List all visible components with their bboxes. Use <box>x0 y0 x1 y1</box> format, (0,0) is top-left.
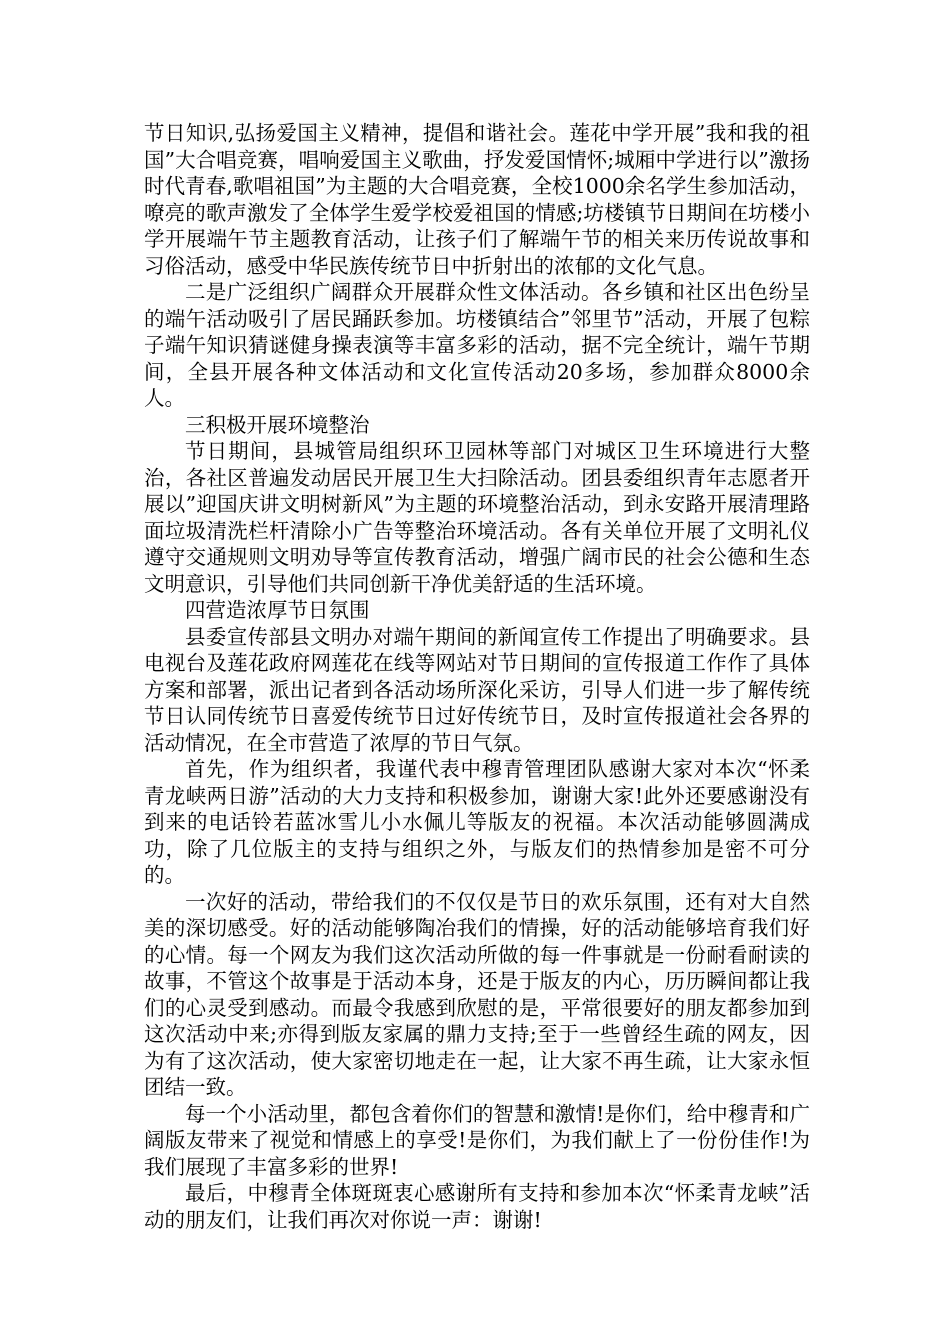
paragraph-closing-thanks: 最后，中穆青全体斑斑衷心感谢所有支持和参加本次“怀柔青龙峡”活动的朋友们，让我们再次对你说一声：谢谢! <box>144 1181 810 1232</box>
paragraph-festival-knowledge: 节日知识,弘扬爱国主义精神，提倡和谐社会。莲花中学开展”我和我的祖国”大合唱竞赛，唱响爱国主义歌曲，抒发爱国情怀;城厢中学进行以”激扬时代青春,歌唱祖国”为主题的大合唱竞赛，全校1000余名学生参加活动，嘹亮的歌声激发了全体学生爱学校爱祖国的情感;坊楼镇节日期间在坊楼小学开展端午节主题教育活动，让孩子们了解端午节的相关来历传说故事和习俗活动，感受中华民族传统节日中折射出的浓郁的文化气息。 <box>144 121 810 278</box>
section-heading-atmosphere: 四营造浓厚节日氛围 <box>185 598 370 622</box>
section-heading-environment: 三积极开展环境整治 <box>185 412 370 437</box>
paragraph-environment: 节日期间，县城管局组织环卫园林等部门对城区卫生环境进行大整治，各社区普遍发动居民开展卫生大扫除活动。团县委组织青年志愿者开展以”迎国庆讲文明树新风”为主题的环境整治活动，到永安路开展清理路面垃圾清洗栏杆清除小广告等整治环境活动。各有关单位开展了文明礼仪遵守交通规则文明劝导等宣传教育活动，增强广阔市民的社会公德和生态文明意识，引导他们共同创新干净优美舒适的生活环境。 <box>144 439 810 596</box>
paragraph-mass-activities: 二是广泛组织广阔群众开展群众性文体活动。各乡镇和社区出色纷呈的端午活动吸引了居民踊跃参加。坊楼镇结合”邻里节”活动，开展了包粽子端午知识猜谜健身操表演等丰富多彩的活动，据不完全统计，端午节期间，全县开展各种文体活动和文化宣传活动20多场，参加群众8000余人。 <box>144 280 810 410</box>
document-page <box>144 120 810 1233</box>
paragraph-thanks-organizer: 首先，作为组织者，我谨代表中穆青管理团队感谢大家对本次“怀柔青龙峡两日游”活动的大力支持和积极参加，谢谢大家!此外还要感谢没有到来的电话铃若蓝冰雪儿小水佩儿等版友的祝福。本次活动能够圆满成功，除了几位版主的支持与组织之外，与版友们的热情参加是密不可分的。 <box>144 757 810 887</box>
paragraph-wisdom-passion: 每一个小活动里，都包含着你们的智慧和激情!是你们，给中穆青和广阔版友带来了视觉和情感上的享受!是你们，为我们献上了一份份佳作!为我们展现了丰富多彩的世界! <box>144 1101 810 1179</box>
paragraph-publicity: 县委宣传部县文明办对端午期间的新闻宣传工作提出了明确要求。县电视台及莲花政府网莲花在线等网站对节日期间的宣传报道工作作了具体方案和部署，派出记者到各活动场所深化采访，引导人们进一步了解传统节日认同传统节日喜爱传统节日过好传统节日，及时宣传报道社会各界的活动情况，在全市营造了浓厚的节日气氛。 <box>144 624 810 755</box>
paragraph-good-activity: 一次好的活动，带给我们的不仅仅是节日的欢乐氛围，还有对大自然美的深切感受。好的活动能够陶冶我们的情操，好的活动能够培育我们好的心情。每一个网友为我们这次活动所做的每一件事就是一份耐看耐读的故事，不管这个故事是于活动本身，还是于版友的内心，历历瞬间都让我们的心灵受到感动。而最令我感到欣慰的是，平常很要好的朋友都参加到这次活动中来;亦得到版友家属的鼎力支持;至于一些曾经生疏的网友，因为有了这次活动，使大家密切地走在一起，让大家不再生疏，让大家永恒团结一致。 <box>144 889 810 1099</box>
